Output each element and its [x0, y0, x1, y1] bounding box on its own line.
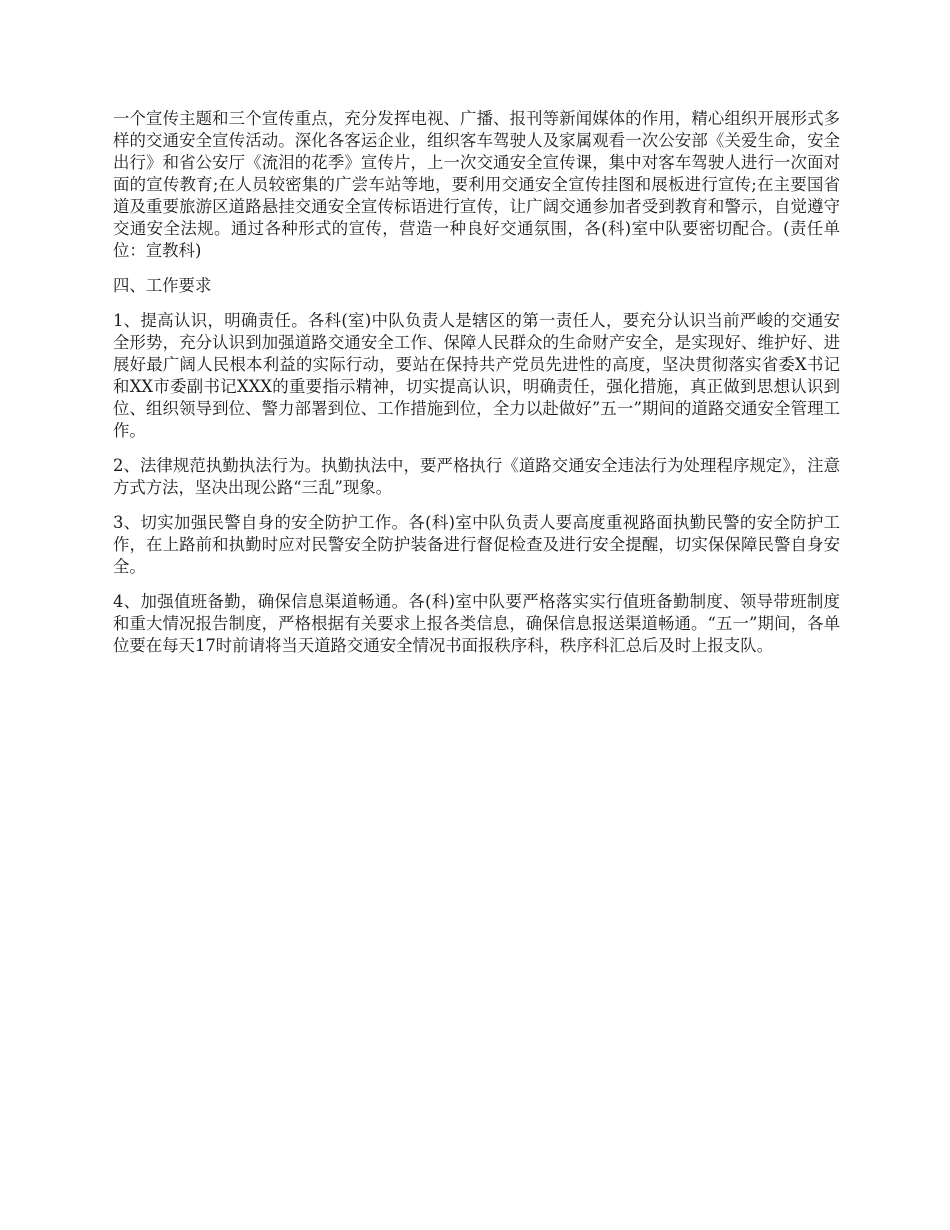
document-body: [113, 108, 840, 670]
paragraph-requirement-4: 4、加强值班备勤，确保信息渠道畅通。各(科)室中队要严格落实实行值班备勤制度、领导带班制度和重大情况报告制度，严格根据有关要求上报各类信息，确保信息报送渠道畅通。“五一”期间，各单位要在每天17时前请将当天道路交通安全情况书面报秩序科，秩序科汇总后及时上报支队。: [113, 592, 840, 655]
paragraph-requirement-1: 1、提高认识，明确责任。各科(室)中队负责人是辖区的第一责任人，要充分认识当前严峻的交通安全形势，充分认识到加强道路交通安全工作、保障人民群众的生命财产安全，是实现好、维护好、进展好最广阔人民根本利益的实际行动，要站在保持共产党员先进性的高度，坚决贯彻落实省委X书记和XX市委副书记XXX的重要指示精神，切实提高认识，明确责任，强化措施，真正做到思想认识到位、组织领导到位、警力部署到位、工作措施到位，全力以赴做好”五一”期间的道路交通安全管理工作。: [113, 311, 840, 440]
paragraph-publicity: 一个宣传主题和三个宣传重点，充分发挥电视、广播、报刊等新闻媒体的作用，精心组织开展形式多样的交通安全宣传活动。深化各客运企业，组织客车驾驶人及家属观看一次公安部《关爱生命，安全出行》和省公安厅《流泪的花季》宣传片，上一次交通安全宣传课，集中对客车驾驶人进行一次面对面的宣传教育;在人员较密集的广尝车站等地，要利用交通安全宣传挂图和展板进行宣传;在主要国省道及重要旅游区道路悬挂交通安全宣传标语进行宣传，让广阔交通参加者受到教育和警示，自觉遵守交通安全法规。通过各种形式的宣传，营造一种良好交通氛围，各(科)室中队要密切配合。(责任单位：宣教科): [113, 109, 840, 260]
paragraph-requirement-3: 3、切实加强民警自身的安全防护工作。各(科)室中队负责人要高度重视路面执勤民警的安全防护工作，在上路前和执勤时应对民警安全防护装备进行督促检查及进行安全提醒，切实保保障民警自身安全。: [113, 513, 840, 576]
section-heading-work-requirements: 四、工作要求: [113, 276, 212, 295]
paragraph-requirement-2: 2、法律规范执勤执法行为。执勤执法中，要严格执行《道路交通安全违法行为处理程序规定》，注意方式方法，坚决出现公路“三乱”现象。: [113, 456, 840, 497]
